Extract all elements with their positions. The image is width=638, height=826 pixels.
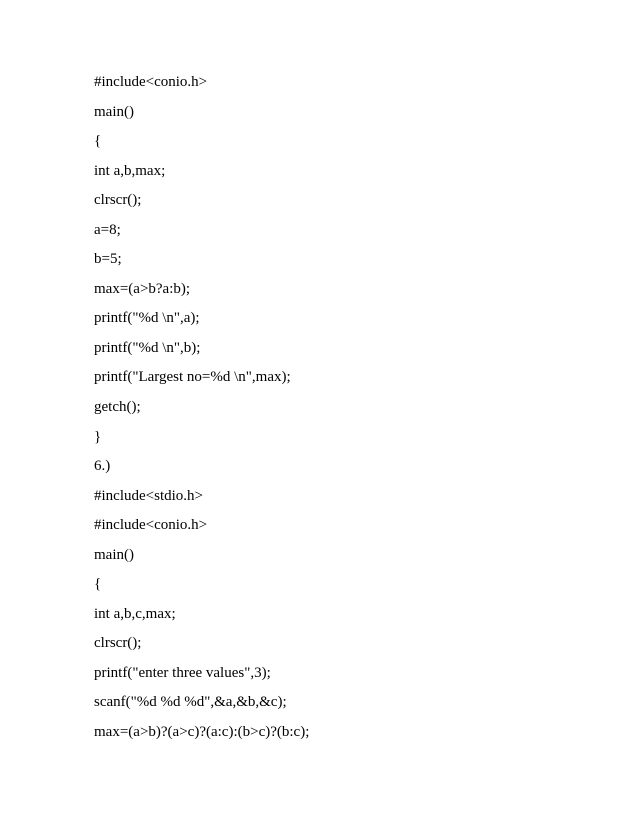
code-line: #include<conio.h> (94, 517, 208, 534)
code-line: printf("%d \n",b); (94, 339, 201, 356)
code-line: printf("Largest no=%d \n",max); (94, 369, 291, 386)
code-line: max=(a>b?a:b); (94, 280, 191, 297)
code-line: main() (94, 103, 134, 120)
section-number: 6.) (94, 458, 111, 475)
code-line: max=(a>b)?(a>c)?(a:c):(b>c)?(b:c); (94, 724, 310, 741)
code-line: b=5; (94, 251, 122, 268)
code-line: clrscr(); (94, 192, 142, 209)
code-line: } (94, 428, 102, 445)
code-line: main() (94, 546, 134, 563)
code-line: { (94, 576, 102, 593)
code-line: #include<stdio.h> (94, 487, 203, 504)
code-listing (94, 72, 309, 752)
code-line: printf("enter three values",3); (94, 664, 271, 681)
code-line: scanf("%d %d %d",&a,&b,&c); (94, 694, 287, 711)
code-line: getch(); (94, 399, 141, 416)
code-line: #include<conio.h> (94, 74, 208, 90)
code-line: { (94, 133, 102, 150)
code-line: printf("%d \n",a); (94, 310, 200, 327)
code-line: int a,b,c,max; (94, 605, 176, 622)
code-line: clrscr(); (94, 635, 142, 652)
code-line: int a,b,max; (94, 162, 166, 179)
code-line: a=8; (94, 221, 121, 238)
